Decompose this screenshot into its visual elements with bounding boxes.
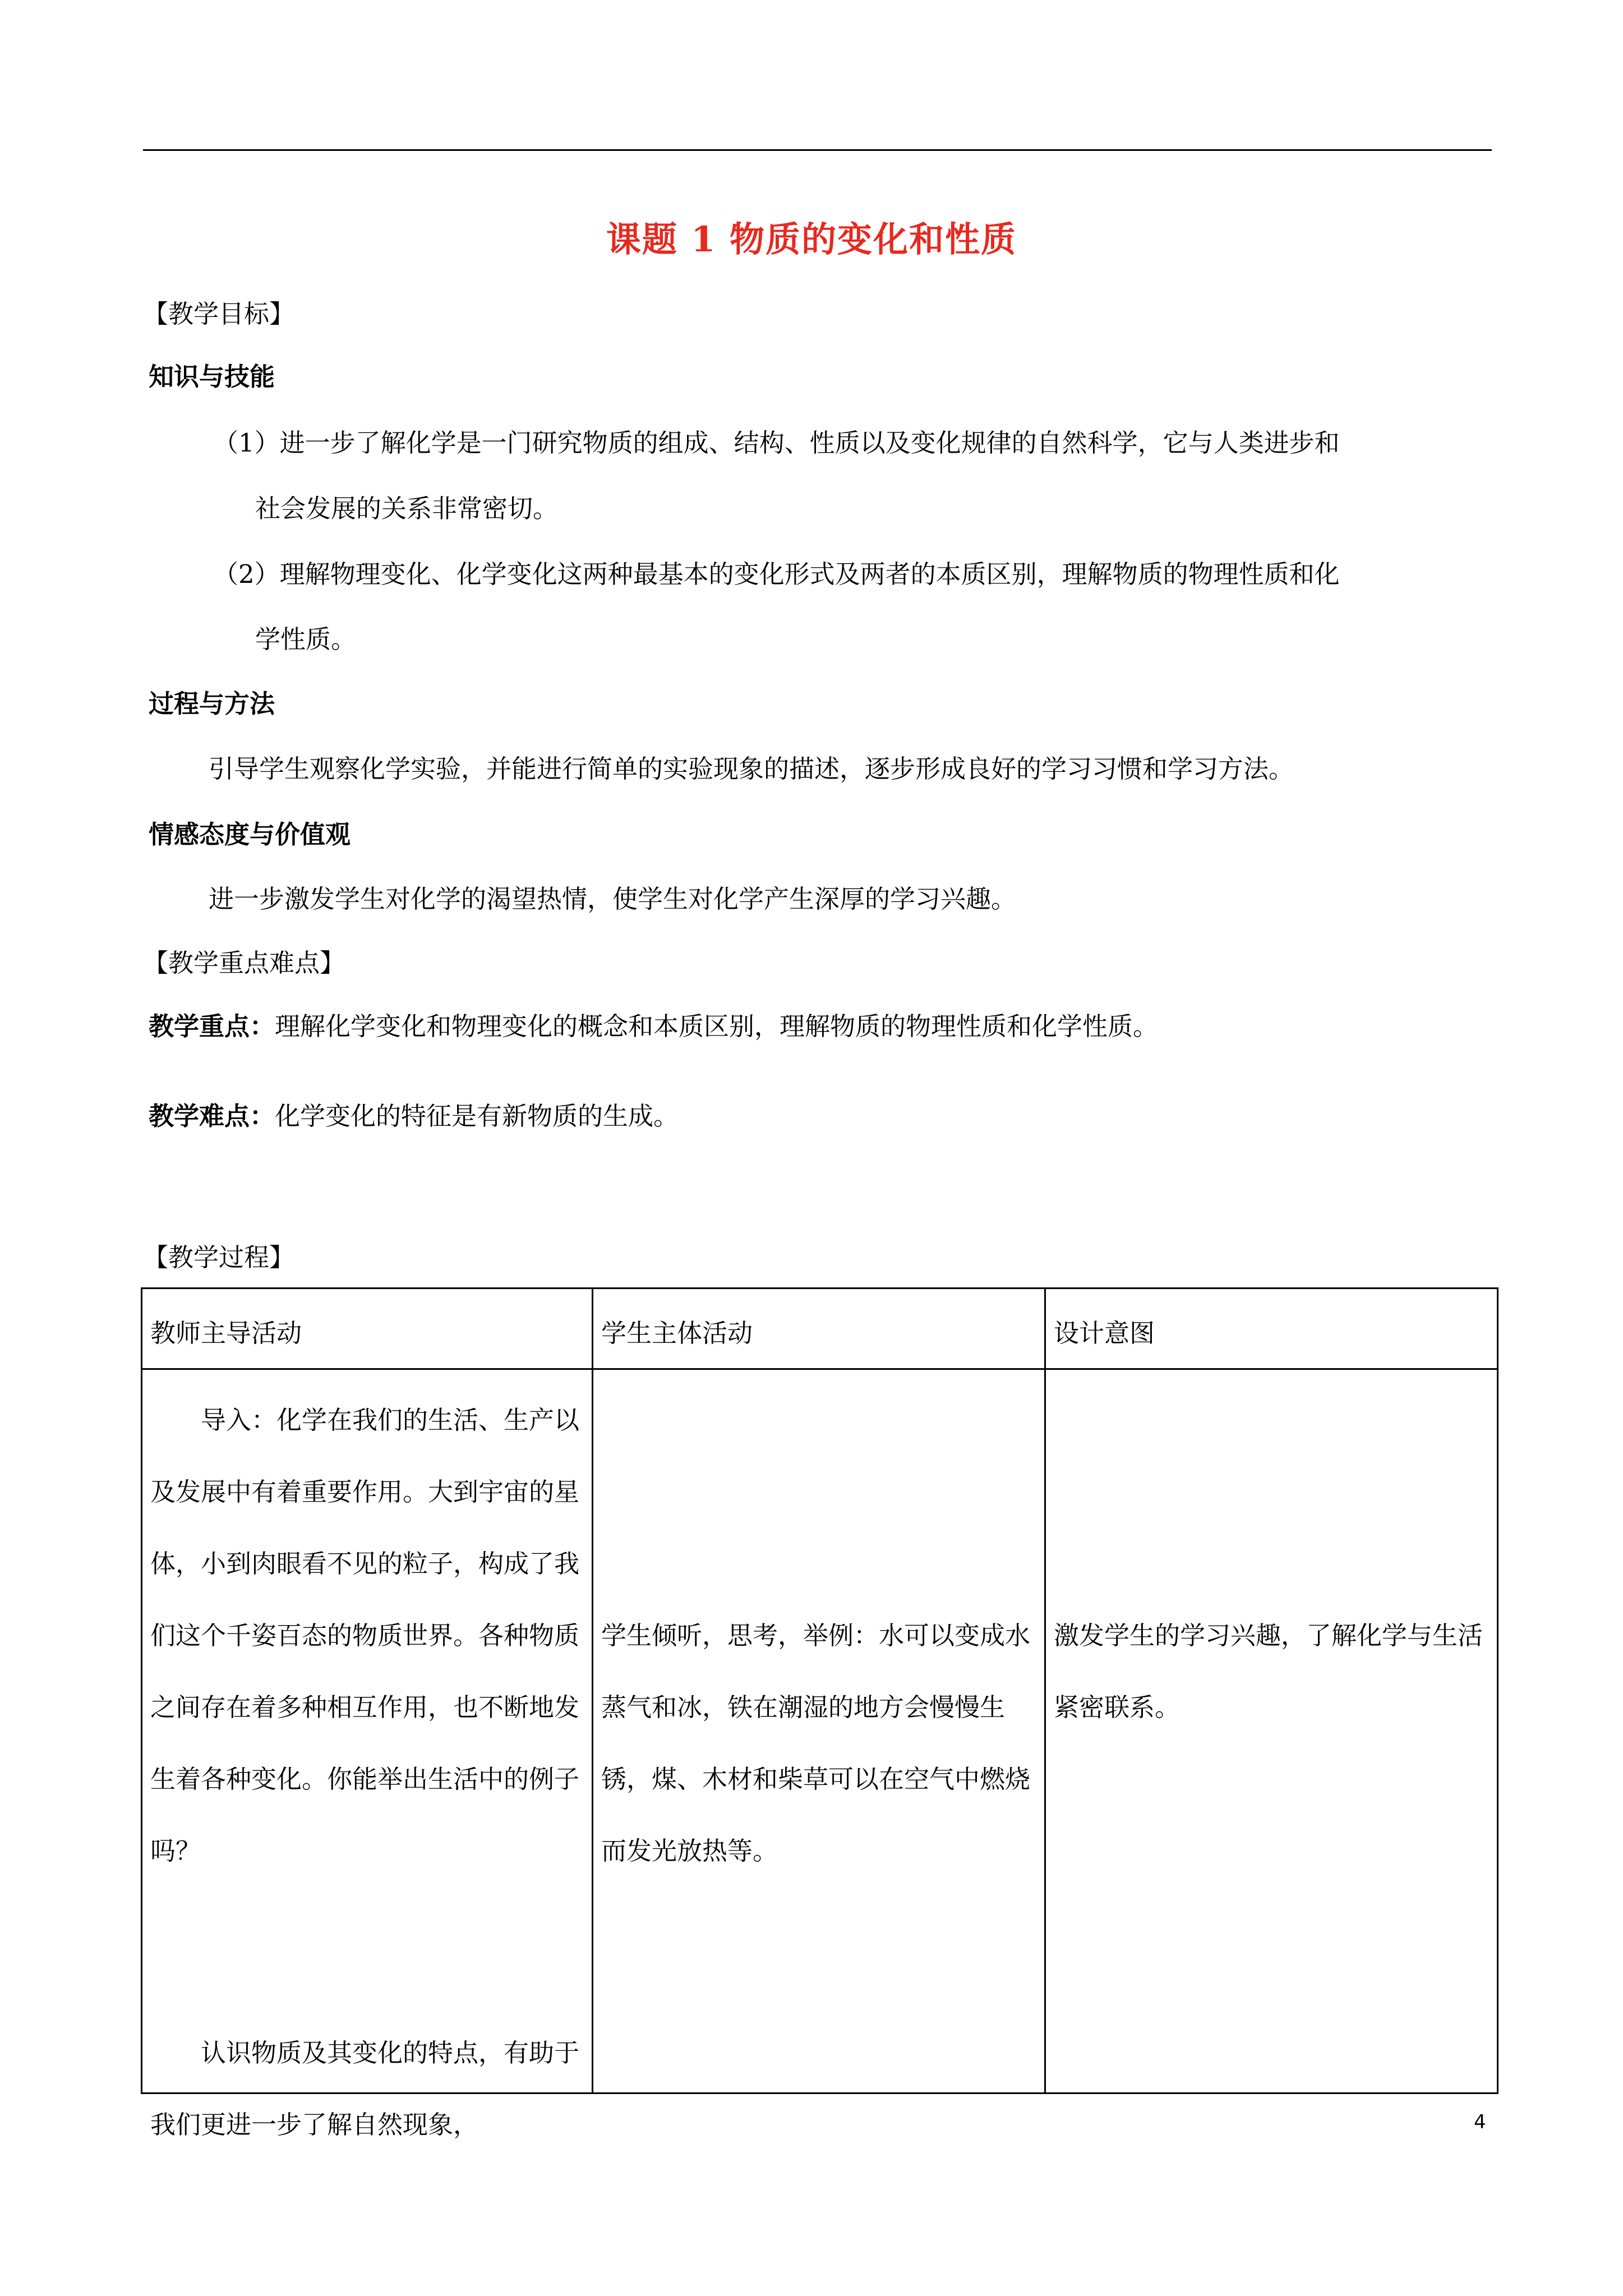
teacher-followup-text: 认识物质及其变化的特点，有助于我们更进一步了解自然现象， bbox=[150, 2038, 580, 2139]
page-number: 4 bbox=[1474, 2111, 1486, 2133]
difficulty-text: 化学变化的特征是有新物质的生成。 bbox=[275, 1101, 679, 1131]
header-rule bbox=[143, 149, 1492, 151]
teacher-activity-cell bbox=[142, 1370, 593, 2139]
objectives-heading: 【教学目标】 bbox=[143, 299, 295, 329]
emotion-text: 进一步激发学生对化学的渴望热情，使学生对化学产生深厚的学习兴趣。 bbox=[209, 884, 1017, 914]
emotion-heading: 情感态度与价值观 bbox=[149, 820, 351, 849]
student-activity-text: 学生倾听，思考，举例：水可以变成水蒸气和冰，铁在潮湿的地方会慢慢生锈，煤、木材和柴草可以在空气中燃烧而发光放热等。 bbox=[601, 1621, 1031, 1866]
header-student: 学生主体活动 bbox=[601, 1318, 753, 1348]
table-header-cell bbox=[1046, 1289, 1497, 1370]
difficulty-label: 教学难点： bbox=[149, 1101, 275, 1131]
header-teacher: 教师主导活动 bbox=[150, 1318, 302, 1348]
key-point-label: 教学重点： bbox=[149, 1011, 275, 1041]
knowledge-heading: 知识与技能 bbox=[149, 362, 275, 392]
knowledge-item-2-line1: （2）理解物理变化、化学变化这两种最基本的变化形式及两者的本质区别，理解物质的物理性质和化 bbox=[213, 559, 1340, 589]
knowledge-item-1-line1: （1）进一步了解化学是一门研究物质的组成、结构、性质以及变化规律的自然科学，它与人类进步和 bbox=[213, 428, 1340, 458]
process-method-heading: 过程与方法 bbox=[149, 689, 275, 719]
key-point-line bbox=[149, 1010, 1158, 1043]
difficulty-line bbox=[149, 1099, 679, 1133]
design-intent-text: 激发学生的学习兴趣，了解化学与生活紧密联系。 bbox=[1054, 1621, 1483, 1722]
table-header-cell bbox=[142, 1289, 593, 1370]
lesson-title: 课题 1 物质的变化和性质 bbox=[606, 219, 1017, 260]
key-difficult-heading: 【教学重点难点】 bbox=[143, 948, 345, 978]
knowledge-item-2-line2: 学性质。 bbox=[255, 624, 357, 654]
table-header-cell bbox=[593, 1289, 1046, 1370]
key-point-text: 理解化学变化和物理变化的概念和本质区别，理解物质的物理性质和化学性质。 bbox=[275, 1011, 1159, 1041]
student-activity-cell bbox=[593, 1370, 1046, 2092]
process-method-text: 引导学生观察化学实验，并能进行简单的实验现象的描述，逐步形成良好的学习习惯和学习方法。 bbox=[209, 754, 1294, 784]
header-intent: 设计意图 bbox=[1054, 1318, 1155, 1348]
teaching-process-table bbox=[141, 1287, 1498, 2139]
process-table-heading: 【教学过程】 bbox=[143, 1243, 295, 1272]
teacher-intro-text: 导入：化学在我们的生活、生产以及发展中有着重要作用。大到宇宙的星体，小到肉眼看不见的粒子，构成了我们这个千姿百态的物质世界。各种物质之间存在着多种相互作用，也不断地发生着各种变化。你能举出生活中的例子吗？ bbox=[150, 1405, 580, 1866]
knowledge-item-1-line2: 社会发展的关系非常密切。 bbox=[255, 494, 559, 523]
design-intent-cell bbox=[1046, 1370, 1497, 2092]
